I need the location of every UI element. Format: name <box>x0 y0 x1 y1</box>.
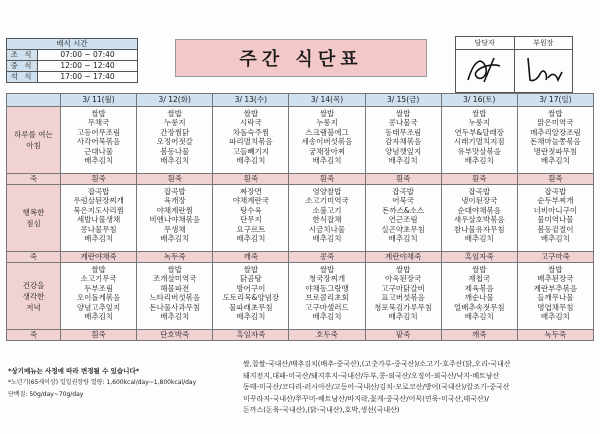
porridge-cell: 흰죽 <box>213 174 289 185</box>
signature-mark <box>460 52 510 88</box>
menu-item: 시락국 <box>239 118 262 128</box>
porridge-label: 죽 <box>7 174 61 185</box>
menu-item: 물파래초무침 <box>229 302 273 312</box>
menu-item: 배추김치 <box>540 312 570 322</box>
meal-time-label: 중 식 <box>7 61 38 72</box>
menu-cell <box>365 263 441 330</box>
meal-time-value: 12:00 ~ 12:40 <box>38 61 138 72</box>
menu-item: 돈까스&소스 <box>382 205 425 215</box>
late-porridge-cell: 호두죽 <box>289 330 365 341</box>
menu-item: 양념고추잎지 <box>76 302 121 312</box>
menu-item: 궁채장아찌 <box>308 146 346 156</box>
porridge-cell: 흰죽 <box>365 174 441 185</box>
menu-item: 콩나물무침 <box>80 224 117 234</box>
origin-line: 동태-미국산/코다리-러시아산/고등어-국내산/김치-모로코산/방어(국내산)/칼조기-중국산 <box>243 383 510 392</box>
menu-item: 들깨무나물 <box>537 293 574 303</box>
snack-label: 죽 <box>7 252 61 263</box>
porridge-cell: 흰죽 <box>137 174 213 185</box>
menu-cell <box>213 263 289 330</box>
late-porridge-row <box>7 330 594 341</box>
vice-director-signature <box>514 50 573 93</box>
weekly-menu-table <box>6 93 594 341</box>
menu-cell <box>61 185 137 252</box>
day-header: 3/ 13(수) <box>213 94 289 107</box>
porridge-cell: 흰죽 <box>517 174 593 185</box>
menu-item: 쌀밥 <box>395 265 411 274</box>
menu-item: 탕수육 <box>239 205 262 215</box>
menu-item: 물미역나물 <box>537 215 574 225</box>
menu-item: 순대야채볶음 <box>457 205 502 215</box>
menu-item: 잡곡밥 <box>163 187 186 196</box>
menu-item: 연두부&달래장 <box>454 127 504 137</box>
porridge-row <box>7 174 594 185</box>
origin-line: 돈까스(돈육-국내산),(닭-국내산),호박,생선(국내산) <box>243 406 400 415</box>
menu-item: 감자채볶음 <box>385 137 422 147</box>
footer-notes <box>8 365 238 401</box>
menu-item: 재첩국 <box>468 274 491 284</box>
menu-item: 야채동그랑땡 <box>305 283 349 293</box>
snack-cell: 깨죽 <box>213 252 289 263</box>
late-porridge-cell: 깨죽 <box>441 330 517 341</box>
dinner-label: 건강을 생각한 저녁 <box>7 263 61 330</box>
menu-item: 두부조림 <box>84 283 114 293</box>
menu-item: 누룽지 <box>316 118 338 128</box>
menu-item: 세발나물생채 <box>76 215 121 225</box>
menu-item: 돈채마늘쫑볶음 <box>530 137 581 147</box>
menu-cell <box>137 185 213 252</box>
menu-item: 동태무조림 <box>385 127 422 137</box>
menu-item: 배추김치 <box>84 312 114 322</box>
menu-item: 누룽지 <box>468 118 491 128</box>
late-porridge-cell: 팥죽 <box>365 330 441 341</box>
menu-item: 배추김치 <box>464 156 494 166</box>
menu-item: 얼배추속젓무침 <box>453 302 505 312</box>
protein-note: 단백질: 50g/day~70g/day <box>8 391 84 398</box>
menu-item: 너비아니구이 <box>533 205 578 215</box>
menu-item: 제육볶음 <box>464 283 494 293</box>
menu-item: 배추김치 <box>160 312 190 322</box>
day-header: 3/ 11(월) <box>61 94 137 107</box>
origin-info <box>243 359 595 417</box>
menu-cell <box>517 107 593 174</box>
late-porridge-cell: 단호박죽 <box>137 330 213 341</box>
menu-item: 배추김치 <box>236 156 266 166</box>
menu-cell <box>213 107 289 174</box>
menu-item: 쌀밥 <box>548 109 563 118</box>
menu-item: 봄동나물 <box>160 146 190 156</box>
meal-time-table <box>6 38 138 83</box>
menu-item: 쌀밥 <box>472 109 487 118</box>
menu-item: 육개장 <box>163 196 186 206</box>
snack-cell: 녹두죽 <box>137 252 213 263</box>
menu-item: 한식잡채 <box>312 215 342 225</box>
menu-item: 배추김치 <box>540 156 570 166</box>
menu-item: 배추김치 <box>312 234 342 244</box>
menu-cell <box>289 185 365 252</box>
menu-item: 냉이된장국 <box>461 196 498 206</box>
menu-item: 야채계란국 <box>232 196 269 206</box>
meal-time-label: 조 식 <box>7 50 38 61</box>
day-header: 3/ 15(금) <box>365 94 441 107</box>
late-porridge-cell: 흑임자죽 <box>213 330 289 341</box>
approval-box <box>455 36 573 93</box>
menu-item: 메추리알장조림 <box>530 127 581 137</box>
corner-cell <box>7 94 61 107</box>
menu-item: 양념깻잎지 <box>385 146 422 156</box>
approval-vice-director-label: 부원장 <box>514 37 573 50</box>
menu-item: 고들빼기지 <box>232 146 269 156</box>
menu-cell <box>61 107 137 174</box>
menu-item: 시래기멸치지짐 <box>453 137 505 147</box>
lunch-row <box>7 185 594 252</box>
menu-item: 무생채 <box>163 224 186 234</box>
menu-item: 느타리버섯볶음 <box>149 293 201 303</box>
menu-item: 배추김치 <box>464 234 494 244</box>
menu-item: 유부맛살볶음 <box>457 146 502 156</box>
menu-item: 참나물유자무침 <box>453 224 505 234</box>
meal-time-header: 배식 시간 <box>7 39 138 50</box>
origin-line: 미꾸라지-국내산/쭈꾸미-베트남산/바지락,꽃게-중국산/어묵(연육-미국산,태국산)/ <box>243 394 489 403</box>
late-porridge-cell: 흰죽 <box>61 330 137 341</box>
menu-item: 세송이버섯볶음 <box>301 137 353 147</box>
menu-item: 브로콜리초회 <box>305 293 349 303</box>
menu-item: 배추김치 <box>464 312 494 322</box>
day-header: 3/ 16(토) <box>441 94 517 107</box>
menu-item: 야채계란찜 <box>156 205 193 215</box>
menu-item: 연근조림 <box>388 215 418 225</box>
menu-item: 소고기무국 <box>80 274 117 284</box>
calorie-note: *노년기(65세이상) 일일권장량 열량: 1,600kcal/day~1,800kcal/day <box>8 379 197 386</box>
menu-item: 표고버섯볶음 <box>381 293 425 303</box>
menu-cell <box>517 185 593 252</box>
menu-item: 배추김치 <box>84 234 114 244</box>
breakfast-label: 하루를 여는 아침 <box>7 107 61 174</box>
menu-item: 콩나물국 <box>388 118 418 128</box>
menu-item: 소고기미역국 <box>305 196 349 206</box>
menu-item: 해물파전 <box>160 283 190 293</box>
menu-item: 배추김치 <box>312 156 342 166</box>
menu-item: 근대나물 <box>84 146 114 156</box>
day-header-row <box>7 94 594 107</box>
menu-item: 쌀밥 <box>319 265 335 274</box>
menu-item: 배추김치 <box>540 234 570 244</box>
menu-item: 요구르트 <box>236 224 266 234</box>
menu-cell <box>441 263 517 330</box>
porridge-cell: 흰죽 <box>289 174 365 185</box>
menu-item: 고등어무조림 <box>76 127 121 137</box>
staff-signature <box>456 50 515 93</box>
menu-item: 스크램블에그 <box>305 127 349 137</box>
menu-item: 배추김치 <box>160 156 190 166</box>
snack-cell: 고구마죽 <box>517 252 593 263</box>
menu-item: 잡곡밥 <box>87 187 110 196</box>
menu-cell <box>289 107 365 174</box>
meal-time-label: 석 식 <box>7 72 38 83</box>
menu-item: 무채국 <box>87 118 110 128</box>
snack-cell: 흑임자죽 <box>441 252 517 263</box>
origin-line: 돼지전지,대패-미국산/돼지후지-국내산/두부,콩-외국산/오징어-외국산/낙지-베트남산 <box>243 371 500 380</box>
porridge-cell: 흰죽 <box>61 174 137 185</box>
menu-item: 배추김치 <box>160 234 190 244</box>
menu-item: 배추김치 <box>236 312 266 322</box>
menu-item: 배추김치 <box>312 312 342 322</box>
menu-item: 오징어젓갈 <box>156 137 193 147</box>
menu-item: 쌀밥 <box>167 109 182 118</box>
late-porridge-label: 죽 <box>7 330 61 341</box>
change-notice: *상기메뉴는 사정에 따라 변경될 수 있습니다* <box>8 367 140 375</box>
menu-item: 쌀밥 <box>395 109 411 118</box>
snack-row <box>7 252 594 263</box>
menu-item: 닭곰탕 <box>239 274 262 284</box>
menu-item: 비엔나야채볶음 <box>149 215 201 225</box>
menu-item: 쌀밥 <box>167 265 182 274</box>
menu-cell <box>137 263 213 330</box>
menu-item: 쌀밥 <box>472 265 487 274</box>
menu-item: 배추김치 <box>388 312 418 322</box>
menu-item: 새우살호박볶음 <box>453 215 505 225</box>
approval-staff-label: 담당자 <box>456 37 515 50</box>
snack-cell: 계란야채죽 <box>365 252 441 263</box>
menu-item: 쌀밥 <box>91 109 106 118</box>
day-header: 3/ 12(화) <box>137 94 213 107</box>
menu-item: 누룽지 <box>163 118 186 128</box>
menu-cell <box>289 263 365 330</box>
day-header: 3/ 14(목) <box>289 94 365 107</box>
menu-item: 조개살미역국 <box>152 274 197 284</box>
menu-item: 쌀밥 <box>243 109 259 118</box>
menu-item: 영양찰밥 <box>312 187 342 196</box>
menu-item: 돈나물사과무침 <box>149 302 201 312</box>
menu-item: 아욱된장국 <box>385 274 422 284</box>
menu-cell <box>517 263 593 330</box>
menu-item: 배추김치 <box>388 234 418 244</box>
menu-item: 배추김치 <box>236 234 266 244</box>
menu-item: 방어구이 <box>236 283 266 293</box>
menu-item: 배추김치 <box>84 156 114 166</box>
menu-item: 명엽채무침 <box>537 302 574 312</box>
menu-item: 묵은지도사리찜 <box>73 205 124 215</box>
menu-item: 시금치나물 <box>308 224 346 234</box>
menu-cell <box>213 185 289 252</box>
origin-line: 쌀,찹쌀-국내산/배추김치(배추-중국산),(고춧가루-중국산)/소고기-호주산(닭,오리-국내산 <box>243 360 511 368</box>
menu-item: 도토리묵&양념장 <box>222 293 280 303</box>
menu-item: 잡곡밥 <box>544 187 567 196</box>
menu-item: 쌀밥 <box>319 109 335 118</box>
menu-item: 쌀밥 <box>548 265 563 274</box>
menu-item: 청포묵김가루무침 <box>374 302 433 312</box>
porridge-cell: 흰죽 <box>441 174 517 185</box>
menu-cell <box>441 185 517 252</box>
menu-item: 청국장찌개 <box>308 274 346 284</box>
menu-item: 단무지 <box>239 215 262 225</box>
menu-cell <box>137 107 213 174</box>
meal-time-value: 17:00 ~ 17:40 <box>38 72 138 83</box>
menu-item: 잡곡밥 <box>468 187 491 196</box>
signature-mark <box>518 52 568 88</box>
menu-item: 맑은미역국 <box>537 118 574 128</box>
menu-item: 계란부추볶음 <box>533 283 578 293</box>
menu-item: 순두부찌개 <box>537 196 574 206</box>
menu-item: 배추김치 <box>388 156 418 166</box>
menu-item: 배추된장국 <box>537 274 574 284</box>
breakfast-row <box>7 107 594 174</box>
menu-item: 파리멸치볶음 <box>229 137 273 147</box>
menu-item: 명란젓파무침 <box>533 146 578 156</box>
menu-item: 소불고기 <box>312 205 342 215</box>
menu-item: 쌀밥 <box>243 265 259 274</box>
page-title: 주간 식단표 <box>175 39 427 77</box>
lunch-label: 행복한 점심 <box>7 185 61 252</box>
menu-item: 잡곡밥 <box>392 187 414 196</box>
menu-cell <box>365 185 441 252</box>
menu-cell <box>365 107 441 174</box>
menu-item: 간장찜닭 <box>160 127 190 137</box>
menu-cell <box>441 107 517 174</box>
late-porridge-cell: 녹두죽 <box>517 330 593 341</box>
menu-item: 사각어묵볶음 <box>76 137 121 147</box>
menu-item: 실곤약초무침 <box>381 224 425 234</box>
menu-item: 깨순나물 <box>464 293 494 303</box>
menu-item: 짜장면 <box>239 187 262 196</box>
menu-item: 쌀밥 <box>91 265 106 274</box>
menu-item: 어묵국 <box>392 196 414 206</box>
menu-item: 봄동겉절이 <box>537 224 574 234</box>
menu-item: 차돌숙주찜 <box>232 127 269 137</box>
snack-cell: 콩죽 <box>289 252 365 263</box>
day-header: 3/ 17(일) <box>517 94 593 107</box>
menu-item: 고구마닭갈비 <box>381 283 425 293</box>
menu-item: 우렁살된장찌개 <box>73 196 124 206</box>
menu-cell <box>61 263 137 330</box>
dinner-row <box>7 263 594 330</box>
snack-cell: 계란야채죽 <box>61 252 137 263</box>
meal-time-value: 07:00 ~ 07:40 <box>38 50 138 61</box>
menu-item: 오이돌게볶음 <box>76 293 121 303</box>
menu-item: 고구마샐러드 <box>305 302 349 312</box>
